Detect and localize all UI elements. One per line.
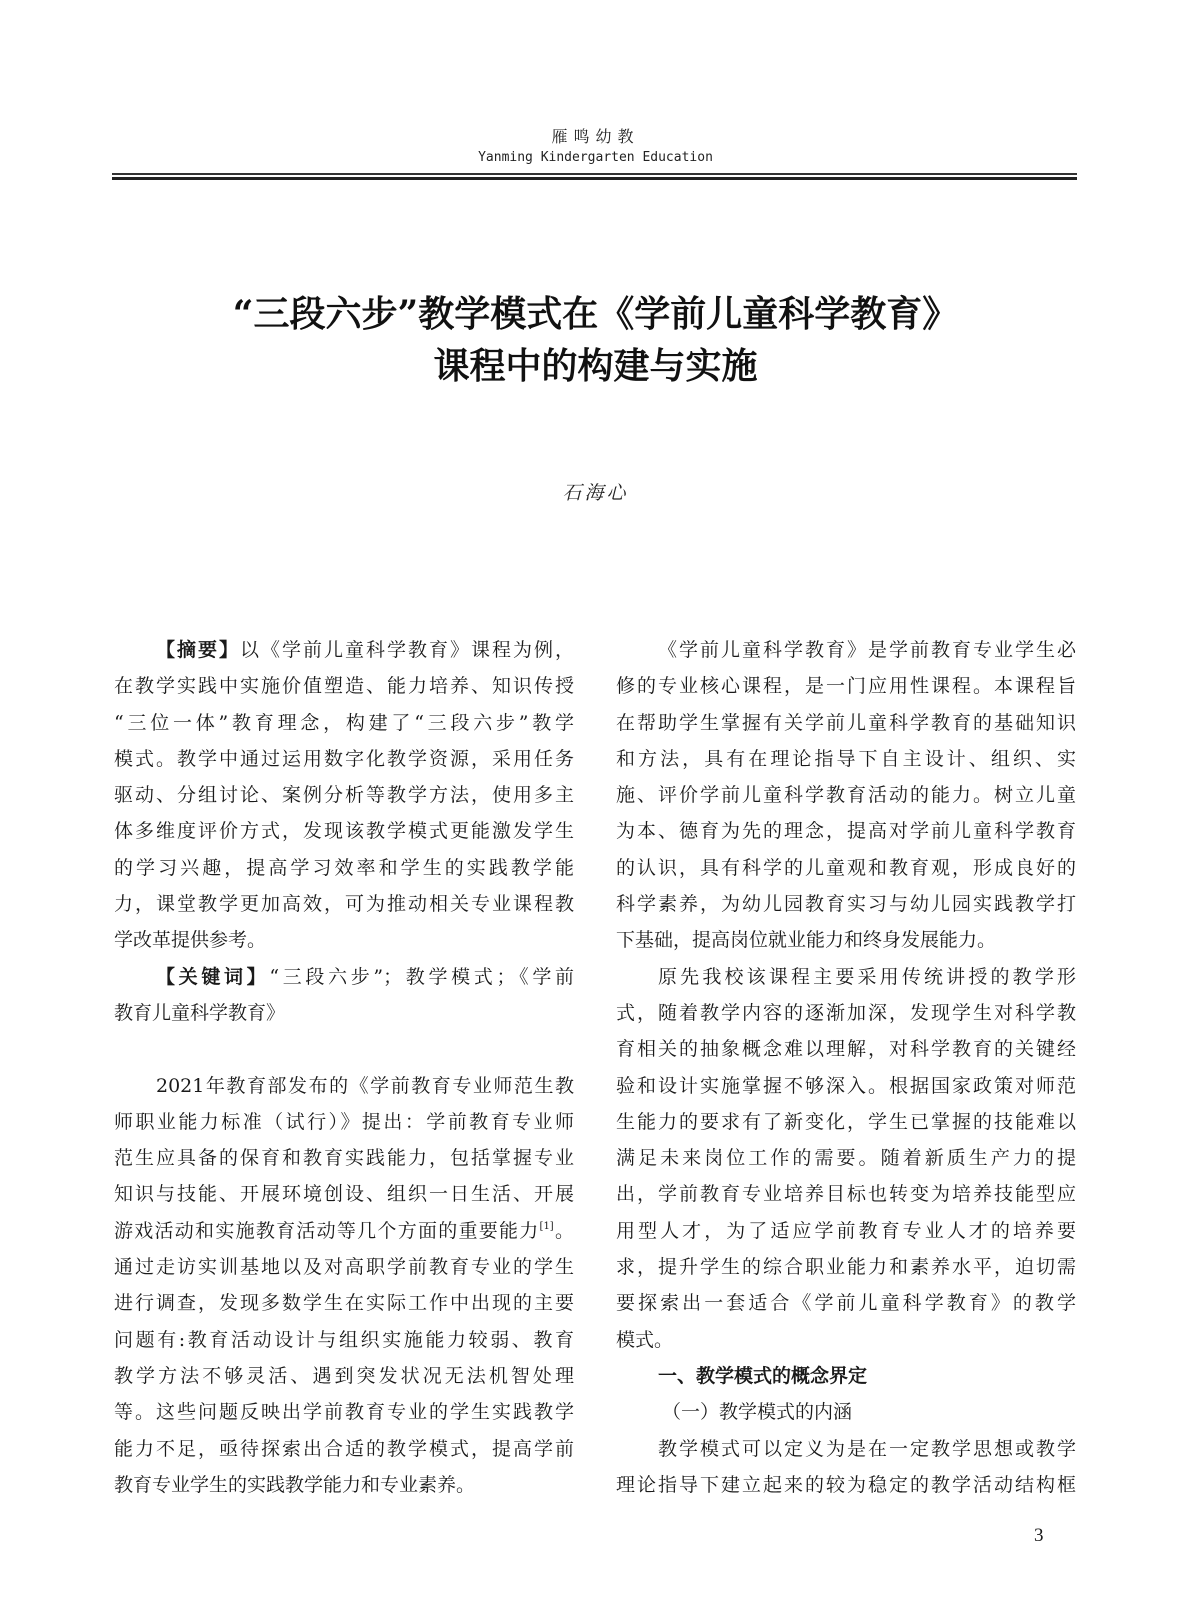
body-line: 等。这些问题反映出学前教育专业的学生实践教学 <box>114 1401 574 1424</box>
body-line: 的认识，具有科学的儿童观和教育观，形成良好的 <box>616 856 1076 879</box>
header-rule-thin <box>112 173 1077 175</box>
body-line: 和方法，具有在理论指导下自主设计、组织、实 <box>616 747 1076 770</box>
body-line: 模式。 <box>616 1328 674 1351</box>
body-line: 教学模式可以定义为是在一定教学思想或教学 <box>658 1437 1076 1460</box>
body-line: 教学方法不够灵活、遇到突发状况无法机智处理 <box>114 1364 574 1387</box>
abstract-line: 【摘要】以《学前儿童科学教育》课程为例， <box>156 639 574 661</box>
running-header-en: Yanming Kindergarten Education <box>478 150 713 165</box>
body-line: 在帮助学生掌握有关学前儿童科学教育的基础知识 <box>616 711 1076 734</box>
article-title-line-2: 课程中的构建与实施 <box>433 345 758 387</box>
body-line: 修的专业核心课程，是一门应用性课程。本课程旨 <box>616 675 1076 698</box>
body-line: 满足未来岗位工作的需要。随着新质生产力的提 <box>616 1147 1076 1170</box>
body-line: 问题有:教育活动设计与组织实施能力较弱、教育 <box>114 1328 574 1351</box>
article-title-line-1: “三段六步”教学模式在《学前儿童科学教育》 <box>232 293 959 335</box>
body-line: 进行调查，发现多数学生在实际工作中出现的主要 <box>114 1292 574 1315</box>
body-line: 生能力的要求有了新变化，学生已掌握的技能难以 <box>616 1110 1076 1133</box>
keywords-line: 教育儿童科学教育》 <box>114 1001 286 1024</box>
body-line: 教育专业学生的实践教学能力和专业素养。 <box>114 1473 476 1496</box>
header-rule-thick <box>112 177 1077 180</box>
body-line: 为本、德育为先的理念，提高对学前儿童科学教育 <box>616 820 1076 843</box>
abstract-line: 体多维度评价方式，发现该教学模式更能激发学生 <box>114 820 574 843</box>
body-line: 理论指导下建立起来的较为稳定的教学活动结构框 <box>616 1473 1076 1496</box>
abstract-line: 力，课堂教学更加高效，可为推动相关专业课程教 <box>114 893 574 916</box>
body-line: 《学前儿童科学教育》是学前教育专业学生必 <box>658 639 1076 661</box>
page-number: 3 <box>1034 1525 1044 1546</box>
body-line: 师职业能力标准（试行）》提出：学前教育专业师 <box>114 1110 574 1133</box>
body-line: 范生应具备的保育和教育实践能力，包括掌握专业 <box>114 1147 574 1170</box>
body-line: 通过走访实训基地以及对高职学前教育专业的学生 <box>114 1256 574 1279</box>
body-line: 原先我校该课程主要采用传统讲授的教学形 <box>658 965 1076 988</box>
abstract-tag: 【摘要】 <box>156 639 240 661</box>
subsection-heading: （一）教学模式的内涵 <box>662 1401 853 1424</box>
abstract-line: 驱动、分组讨论、案例分析等教学方法，使用多主 <box>114 784 574 807</box>
body-line: 出，学前教育专业培养目标也转变为培养技能型应 <box>616 1183 1076 1206</box>
body-line: 知识与技能、开展环境创设、组织一日生活、开展 <box>114 1183 574 1206</box>
body-line: 下基础，提高岗位就业能力和终身发展能力。 <box>616 929 997 952</box>
abstract-line: “三位一体”教育理念，构建了“三段六步”教学 <box>114 711 574 734</box>
body-line: 求，提升学生的综合职业能力和素养水平，迫切需 <box>616 1256 1076 1279</box>
abstract-line: 学改革提供参考。 <box>114 929 267 952</box>
body-line: 式，随着教学内容的逐渐加深，发现学生对科学教 <box>616 1001 1076 1024</box>
running-header-cn: 雁鸣幼教 <box>551 127 640 146</box>
body-line: 用型人才，为了适应学前教育专业人才的培养要 <box>616 1219 1076 1242</box>
right-column <box>616 632 1076 1503</box>
section-heading: 一、教学模式的概念界定 <box>658 1364 868 1387</box>
body-line: 科学素养，为幼儿园教育实习与幼儿园实践教学打 <box>616 893 1076 916</box>
abstract-line: 模式。教学中通过运用数字化教学资源，采用任务 <box>114 747 574 770</box>
keywords-line: 【关键词】“三段六步”；教学模式；《学前 <box>156 965 574 988</box>
left-column <box>114 632 574 1503</box>
body-line: 育相关的抽象概念难以理解，对科学教育的关键经 <box>616 1038 1076 1061</box>
body-line: 2021年教育部发布的《学前教育专业师范生教 <box>156 1074 574 1097</box>
citation-ref[interactable]: [1] <box>539 1220 554 1232</box>
body-line: 能力不足，亟待探索出合适的教学模式，提高学前 <box>114 1437 574 1460</box>
body-line: 施、评价学前儿童科学教育活动的能力。树立儿童 <box>616 784 1076 807</box>
body-line: 要探索出一套适合《学前儿童科学教育》的教学 <box>616 1292 1076 1315</box>
abstract-line: 的学习兴趣，提高学习效率和学生的实践教学能 <box>114 856 574 879</box>
keywords-tag: 【关键词】 <box>156 965 270 988</box>
body-line: 验和设计实施掌握不够深入。根据国家政策对师范 <box>616 1074 1076 1097</box>
abstract-line: 在教学实践中实施价值塑造、能力培养、知识传授 <box>114 675 574 698</box>
author-name: 石海心 <box>562 482 629 504</box>
body-line: 游戏活动和实施教育活动等几个方面的重要能力[1]。 <box>114 1219 574 1242</box>
